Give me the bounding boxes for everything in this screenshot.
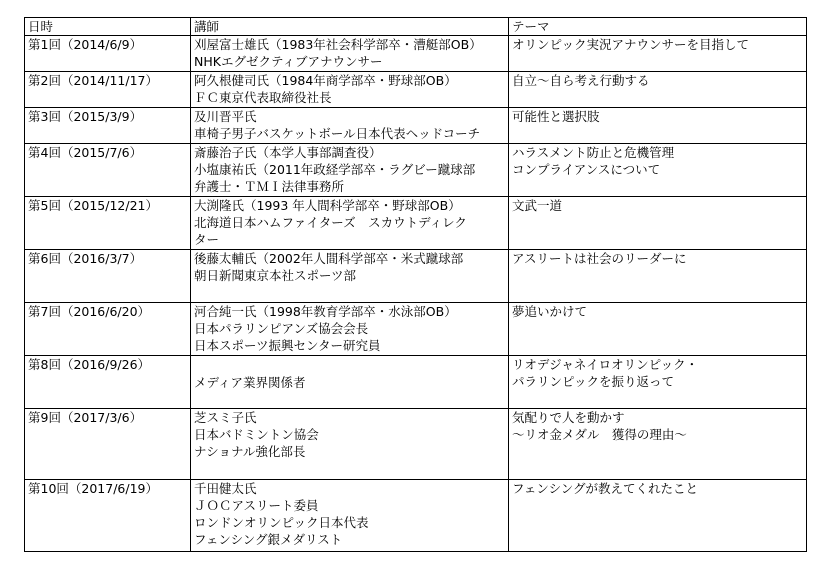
session-text: 第6回（2016/3/7）	[28, 251, 143, 266]
speaker-line: 及川晋平氏	[194, 109, 257, 124]
schedule-body	[25, 36, 807, 552]
header-session: 日時	[25, 18, 191, 36]
theme-cell	[509, 480, 807, 552]
speaker-line: 小塩康祐氏（2011年政経学部卒・ラグビー蹴球部	[194, 162, 476, 177]
speaker-line: 斎藤治子氏（本学人事部調査役）	[194, 145, 382, 160]
table-row	[25, 36, 807, 72]
speaker-line: 大渕隆氏（1993 年人間科学部卒・野球部OB）	[194, 198, 461, 213]
speaker-line: 芝スミ子氏	[194, 410, 257, 425]
speaker-line: メディア業界関係者	[194, 374, 306, 390]
speaker-line: 日本パラリンピアンズ協会会長	[194, 321, 369, 336]
speaker-line: 河合純一氏（1998年教育学部卒・水泳部OB）	[194, 304, 457, 319]
speaker-line: 車椅子男子バスケットボール日本代表ヘッドコーチ	[194, 126, 481, 141]
theme-cell	[509, 36, 807, 72]
theme-line: パラリンピックを振り返って	[512, 374, 675, 389]
speaker-line: フェンシング銀メダリスト	[194, 532, 343, 547]
theme-line: 可能性と選択肢	[512, 109, 600, 124]
session-cell	[25, 108, 191, 144]
speaker-cell	[191, 356, 509, 409]
speaker-line: 弁護士・ＴＭＩ法律事務所	[194, 179, 345, 194]
speaker-cell	[191, 108, 509, 144]
theme-line: 夢追いかけて	[512, 304, 588, 319]
speaker-cell	[191, 250, 509, 303]
session-cell	[25, 480, 191, 552]
speaker-cell	[191, 72, 509, 108]
speaker-cell	[191, 409, 509, 480]
table-row	[25, 250, 807, 303]
speaker-cell	[191, 197, 509, 250]
speaker-line: 阿久根健司氏（1984年商学部卒・野球部OB）	[194, 73, 457, 88]
theme-cell	[509, 197, 807, 250]
speaker-line: 日本スポーツ振興センター研究員	[194, 338, 381, 353]
session-text: 第2回（2014/11/17）	[28, 73, 158, 88]
speaker-line: 朝日新聞東京本社スポーツ部	[194, 268, 357, 283]
theme-line: 文武一道	[512, 198, 563, 213]
speaker-line: ナショナル強化部長	[194, 444, 306, 459]
lecture-schedule-table	[24, 17, 807, 552]
speaker-line: 後藤太輔氏（2002年人間科学部卒・米式蹴球部	[194, 251, 464, 266]
table-row	[25, 144, 807, 197]
table-row	[25, 303, 807, 356]
theme-line: オリンピック実況アナウンサーを目指して	[512, 37, 750, 52]
theme-cell	[509, 108, 807, 144]
schedule-sheet	[24, 17, 806, 552]
speaker-line: 北海道日本ハムファイターズ スカウトディレク	[194, 215, 467, 230]
header-speaker: 講師	[191, 18, 509, 36]
session-text: 第3回（2015/3/9）	[28, 109, 143, 124]
theme-line: 気配りで人を動かす	[512, 410, 625, 425]
speaker-cell	[191, 36, 509, 72]
session-cell	[25, 36, 191, 72]
theme-cell	[509, 72, 807, 108]
theme-cell	[509, 356, 807, 409]
theme-cell	[509, 144, 807, 197]
speaker-cell	[191, 144, 509, 197]
table-row	[25, 197, 807, 250]
theme-line: コンプライアンスについて	[512, 162, 661, 177]
speaker-line: ＦＣ東京代表取締役社長	[194, 90, 332, 105]
speaker-line: ター	[194, 232, 220, 247]
speaker-cell	[191, 303, 509, 356]
session-cell	[25, 303, 191, 356]
session-text: 第5回（2015/12/21）	[28, 198, 158, 213]
session-cell	[25, 409, 191, 480]
speaker-cell	[191, 480, 509, 552]
speaker-line: 日本バドミントン協会	[194, 427, 319, 442]
table-row	[25, 356, 807, 409]
session-text: 第8回（2016/9/26）	[28, 357, 151, 372]
theme-line: 自立～自ら考え行動する	[512, 73, 650, 88]
session-text: 第1回（2014/6/9）	[28, 37, 143, 52]
theme-line: フェンシングが教えてくれたこと	[512, 481, 699, 496]
table-row	[25, 108, 807, 144]
theme-line: ～リオ金メダル 獲得の理由～	[512, 427, 687, 442]
session-text: 第4回（2015/7/6）	[28, 145, 143, 160]
theme-line: アスリートは社会のリーダーに	[512, 251, 687, 266]
session-cell	[25, 250, 191, 303]
speaker-line: NHKエグゼクティブアナウンサー	[194, 54, 383, 69]
session-cell	[25, 72, 191, 108]
table-row	[25, 480, 807, 552]
header-theme: テーマ	[509, 18, 807, 36]
speaker-line: ＪＯＣアスリート委員	[194, 498, 319, 513]
session-text: 第9回（2017/3/6）	[28, 410, 143, 425]
speaker-line: ロンドンオリンピック日本代表	[194, 515, 369, 530]
session-cell	[25, 356, 191, 409]
session-cell	[25, 144, 191, 197]
header-row	[25, 18, 807, 36]
theme-cell	[509, 409, 807, 480]
theme-cell	[509, 303, 807, 356]
session-cell	[25, 197, 191, 250]
theme-line: リオデジャネイロオリンピック・	[512, 357, 699, 372]
table-row	[25, 409, 807, 480]
theme-cell	[509, 250, 807, 303]
session-text: 第7回（2016/6/20）	[28, 304, 151, 319]
speaker-line: 刈屋富士雄氏（1983年社会科学部卒・漕艇部OB）	[194, 37, 482, 52]
theme-line: ハラスメント防止と危機管理	[512, 145, 675, 160]
table-row	[25, 72, 807, 108]
session-text: 第10回（2017/6/19）	[28, 481, 158, 496]
speaker-line: 千田健太氏	[194, 481, 257, 496]
